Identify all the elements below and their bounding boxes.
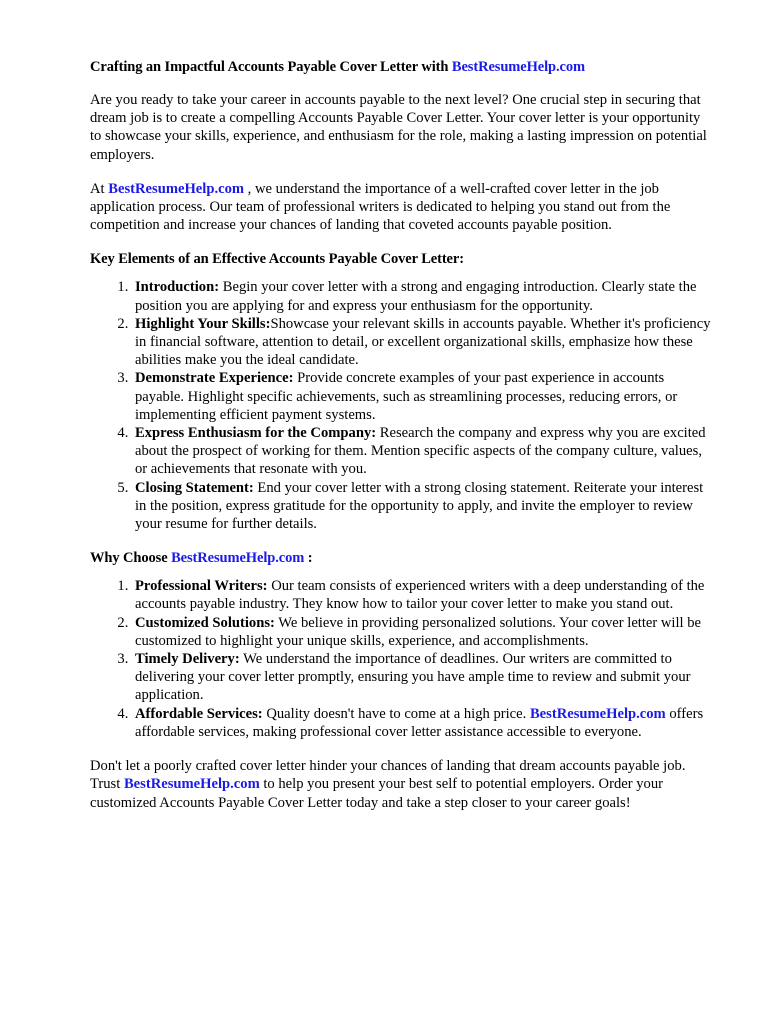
list-item-lead: Express Enthusiasm for the Company: [135, 425, 377, 442]
list-item-body-before-link: Quality doesn't have to come at a high price. [262, 705, 530, 722]
why-choose-list [90, 577, 715, 741]
brand-link-affordable[interactable]: BestResumeHelp.com [529, 705, 666, 722]
about-paragraph-before: At [90, 180, 109, 197]
list-item-lead: Highlight Your Skills: [135, 315, 271, 332]
brand-link-why-choose[interactable]: BestResumeHelp.com [171, 550, 305, 567]
closing-paragraph [90, 757, 715, 812]
about-paragraph [90, 180, 715, 235]
key-elements-heading: Key Elements of an Effective Accounts Payable Cover Letter: [90, 251, 464, 268]
list-item [132, 705, 715, 741]
list-item-body-after-link: offers affordable services, making professional cover letter assistance accessible to everyone. [135, 705, 704, 740]
list-item-body: Provide concrete examples of your past experience in accounts payable. Highlight specific achievements, such as streamlining processes, reducing errors, or implementing efficient payment systems. [135, 370, 678, 423]
list-item [132, 479, 715, 534]
intro-paragraph: Are you ready to take your career in accounts payable to the next level? One crucial step in securing that dream job is to create a compelling Accounts Payable Cover Letter. Your cover letter is your opportunity to showcase your skills, experience, and enthusiasm for the role, making a lasting impression on potential employers. [90, 92, 707, 163]
list-item [132, 278, 715, 314]
page-title-text: Crafting an Impactful Accounts Payable Cover Letter with [90, 59, 449, 75]
about-paragraph-after: , we understand the importance of a well-crafted cover letter in the job application process. Our team of professional writers is dedicated to helping you stand out from the competition and increase your chances of landing that coveted accounts payable position. [90, 180, 671, 234]
list-item-lead: Demonstrate Experience: [135, 370, 294, 387]
list-item-lead: Customized Solutions: [135, 614, 275, 631]
list-item [132, 577, 715, 613]
list-item-body: We believe in providing personalized solutions. Your cover letter will be customized to highlight your unique skills, experience, and accomplishments. [135, 614, 702, 649]
list-item-body: End your cover letter with a strong closing statement. Reiterate your interest in the position, express gratitude for the opportunity to apply, and invite the employer to review your resume for further details. [135, 479, 704, 533]
why-choose-heading [90, 549, 715, 567]
list-item [132, 650, 715, 705]
list-item-lead: Timely Delivery: [135, 651, 240, 668]
list-item [132, 614, 715, 650]
list-item-body: We understand the importance of deadlines. Our writers are committed to delivering your cover letter promptly, ensuring you have ample time to review and submit your application. [135, 651, 691, 704]
list-item [132, 315, 715, 370]
list-item-body: Research the company and express why you are excited about the prospect of working for them. Mention specific aspects of the company culture, values, or achievements that resonate with you. [135, 425, 706, 478]
brand-link-about[interactable]: BestResumeHelp.com [108, 180, 245, 197]
page-title [90, 58, 715, 76]
brand-link-title[interactable]: BestResumeHelp.com [451, 59, 585, 75]
list-item-body: Our team consists of experienced writers with a deep understanding of the accounts payable industry. They know how to tailor your cover letter to make you stand out. [135, 578, 705, 613]
closing-paragraph-before: Don't let a poorly crafted cover letter hinder your chances of landing that dream accounts payable job. Trust [90, 758, 686, 793]
list-item-lead: Professional Writers: [135, 578, 268, 595]
list-item-lead: Closing Statement: [135, 479, 254, 496]
list-item-body: Showcase your relevant skills in accounts payable. Whether it's proficiency in financial software, attention to detail, or excellent organizational skills, emphasize how these abilities make you the ideal candidate. [135, 315, 711, 369]
why-choose-heading-before: Why Choose [90, 550, 172, 567]
brand-link-closing[interactable]: BestResumeHelp.com [123, 776, 260, 793]
list-item-lead: Affordable Services: [135, 705, 263, 722]
list-item-body: Begin your cover letter with a strong and engaging introduction. Clearly state the position you are applying for and express your enthusiasm for the opportunity. [135, 279, 697, 314]
why-choose-heading-after: : [304, 550, 313, 567]
list-item [132, 369, 715, 424]
document-content [90, 58, 715, 828]
key-elements-list [90, 278, 715, 533]
closing-paragraph-after: to help you present your best self to potential employers. Order your customized Accounts Payable Cover Letter today and take a step closer to your career goals! [90, 776, 663, 811]
list-item [132, 424, 715, 479]
list-item-lead: Introduction: [135, 279, 220, 296]
